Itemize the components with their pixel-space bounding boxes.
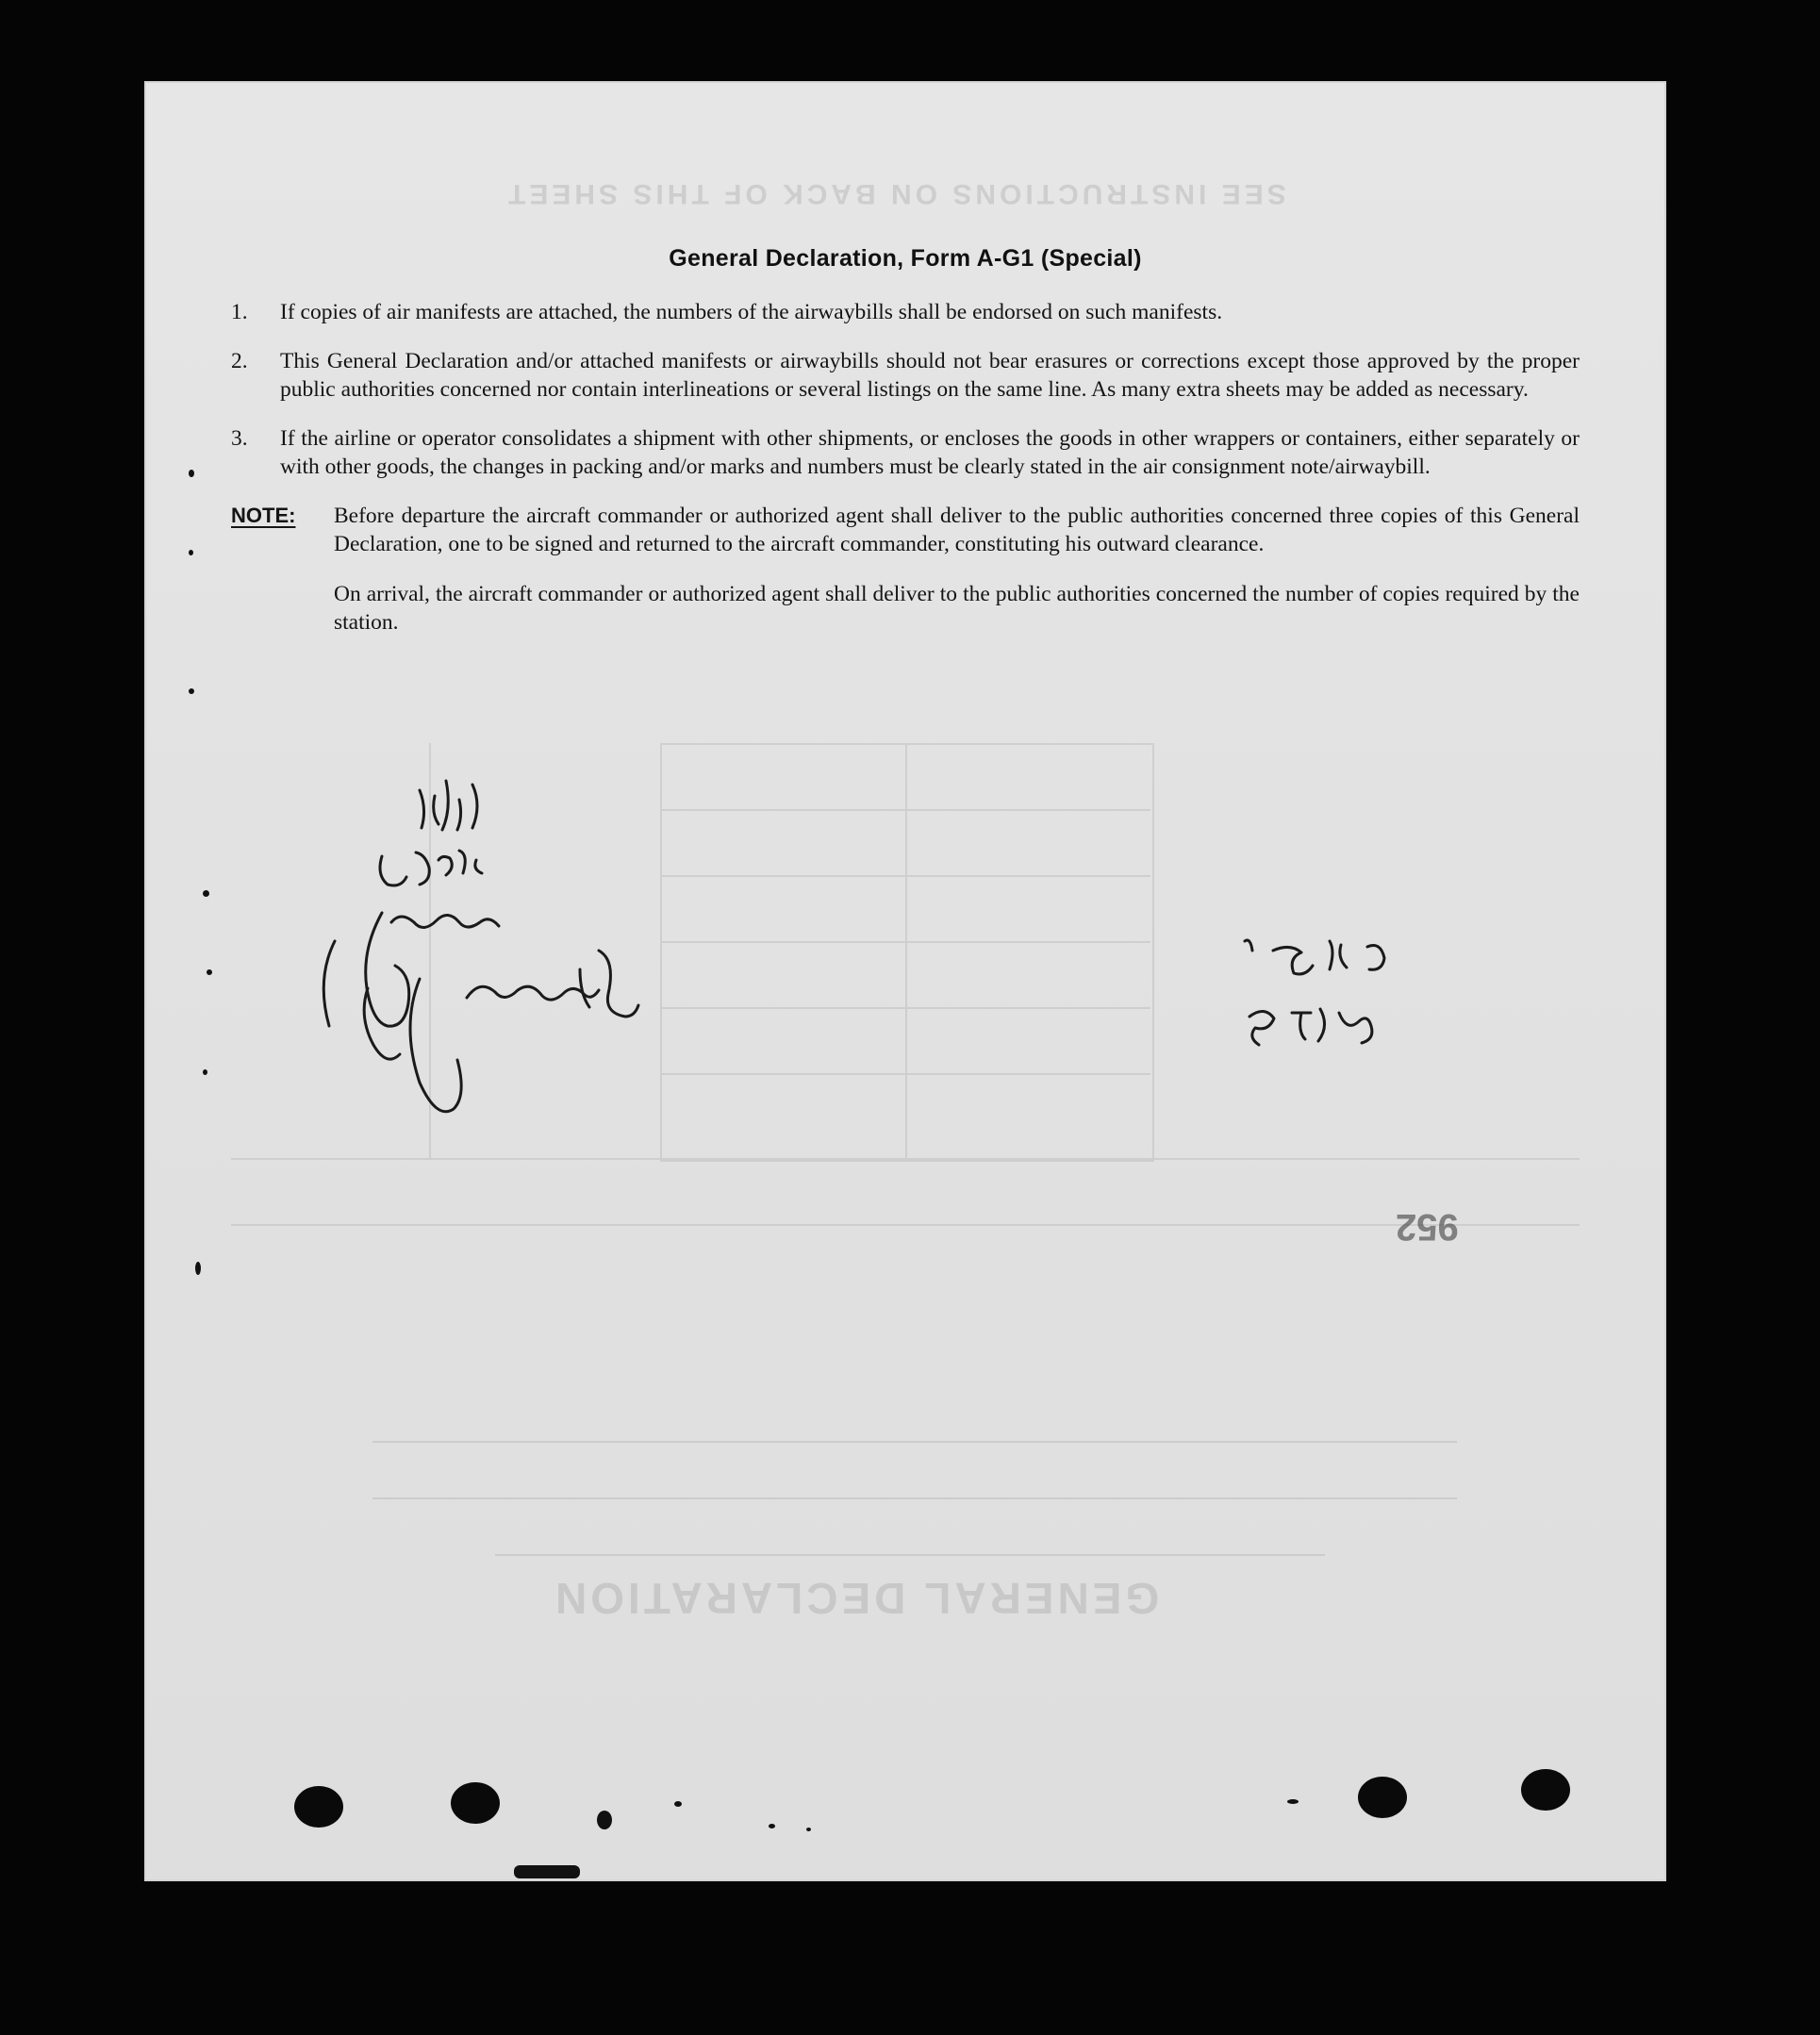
speck	[597, 1811, 612, 1829]
note-section	[231, 502, 1580, 658]
item-number: 2.	[231, 349, 248, 373]
speck	[514, 1865, 580, 1878]
speck	[1287, 1799, 1299, 1804]
punch-hole	[1521, 1769, 1570, 1811]
speck	[203, 1069, 207, 1075]
bleed-table-divider	[905, 743, 907, 1158]
speck	[806, 1828, 811, 1831]
document-title: General Declaration, Form A-G1 (Special)	[669, 245, 1142, 272]
speck	[207, 969, 212, 975]
bleed-rule	[372, 1497, 1457, 1499]
speck	[203, 890, 209, 897]
list-item	[231, 347, 1580, 404]
bleed-stamp-number: 952	[1396, 1206, 1459, 1248]
speck	[769, 1824, 775, 1828]
item-number: 3.	[231, 426, 248, 451]
bleed-rule	[372, 1441, 1457, 1443]
handwritten-signature	[240, 762, 769, 1158]
list-item	[231, 298, 1580, 326]
note-paragraph: Before departure the aircraft commander or authorized agent shall deliver to the public authorities concerned three copies of this General Declaration, one to be signed and returned to the aircraft commander, constituting his outward clearance.	[334, 504, 1580, 556]
speck	[195, 1262, 201, 1275]
punch-hole	[294, 1786, 343, 1828]
item-number: 1.	[231, 300, 248, 324]
bleed-heading-small: SEE INSTRUCTIONS ON BACK OF THIS SHEET	[505, 178, 1286, 209]
item-text: If copies of air manifests are attached, the numbers of the airwaybills shall be endorsed on such manifests.	[280, 300, 1223, 324]
instructions-list	[231, 298, 1580, 658]
speck	[189, 470, 194, 477]
bleed-heading: GENERAL DECLARATION	[552, 1574, 1160, 1623]
document-page	[146, 83, 1664, 1879]
note-label: NOTE:	[231, 504, 296, 527]
bleed-rule	[231, 1158, 1580, 1160]
speck	[189, 550, 193, 555]
note-paragraph: On arrival, the aircraft commander or authorized agent shall deliver to the public authorities concerned the number of copies required by the station.	[334, 582, 1580, 635]
list-item	[231, 424, 1580, 481]
bleed-rule	[231, 1224, 1580, 1226]
speck	[189, 688, 194, 694]
note-body	[334, 502, 1580, 658]
bleed-rule	[495, 1554, 1325, 1556]
item-text: This General Declaration and/or attached manifests or airwaybills should not bear erasures or corrections except those approved by the proper public authorities concerned nor contain interlineations or several listings on the same line. As many extra sheets may be added as necessary.	[280, 349, 1580, 402]
speck	[674, 1801, 682, 1807]
handwritten-notation	[1226, 922, 1415, 1092]
punch-hole	[451, 1782, 500, 1824]
punch-hole	[1358, 1777, 1407, 1818]
item-text: If the airline or operator consolidates a shipment with other shipments, or encloses the goods in other wrappers or containers, either separately or with other goods, the changes in packing and/or marks and numbers must be clearly stated in the air consignment note/airwaybill.	[280, 426, 1580, 479]
